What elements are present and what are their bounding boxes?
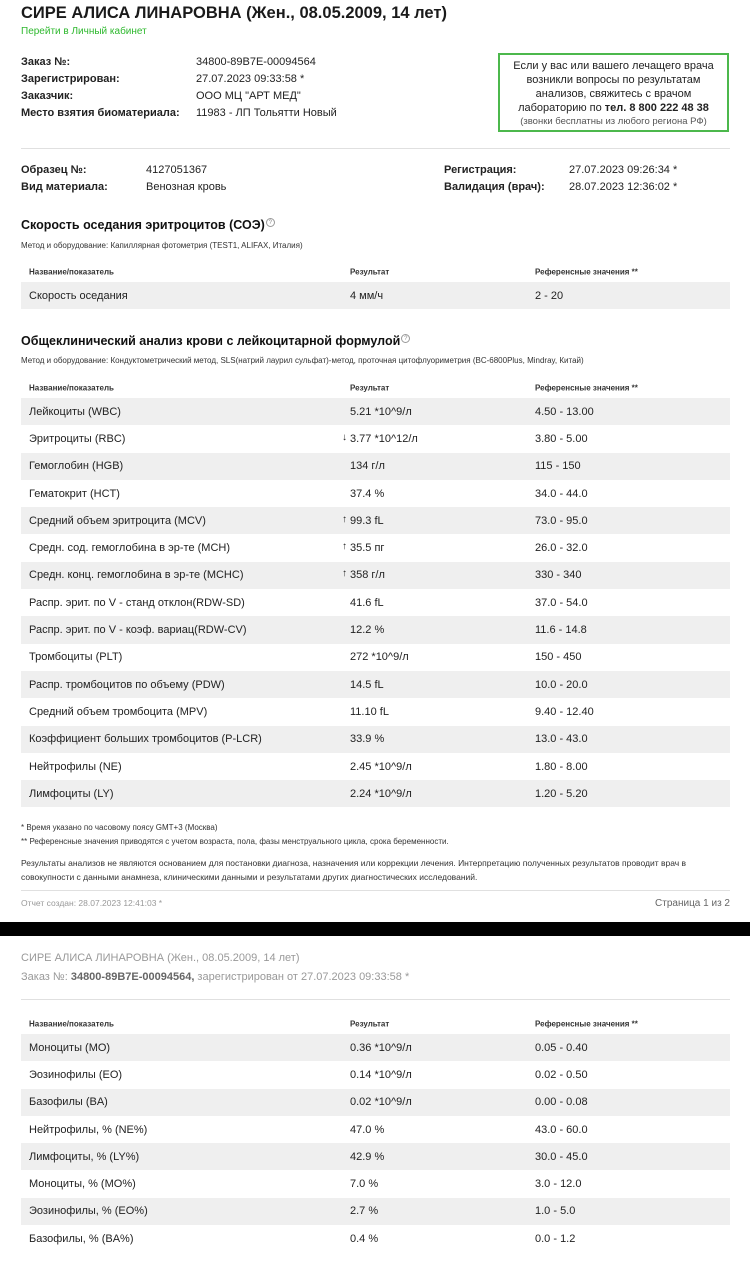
table-row [21, 780, 730, 807]
table-row [21, 698, 730, 725]
table-row [21, 480, 730, 507]
esr-table [21, 262, 730, 309]
test-reference: 3.80 - 5.00 [535, 432, 588, 445]
table-row [21, 1198, 730, 1225]
header-name: Название/показатель [29, 267, 114, 277]
test-name: Распр. эрит. по V - коэф. вариац(RDW-CV) [29, 624, 247, 637]
header-reference: Референсные значения ** [535, 1019, 638, 1029]
test-result-cell [350, 1124, 384, 1136]
table-row [21, 1089, 730, 1116]
table-row [21, 398, 730, 425]
test-result: 0.36 *10^9/л [350, 1041, 412, 1054]
validation-value: 28.07.2023 12:36:02 * [569, 181, 678, 193]
test-result: 0.02 *10^9/л [350, 1096, 412, 1109]
report-page-2 [0, 936, 750, 1280]
test-result-cell [350, 1042, 412, 1054]
test-result-cell [350, 1096, 412, 1108]
test-result-cell [350, 290, 383, 302]
registered-label: Зарегистрирован: [21, 73, 120, 85]
esr-section-title: Скорость оседания эритроцитов (СОЭ) ? [21, 218, 275, 232]
test-name: Тромбоциты (PLT) [29, 651, 123, 664]
registration-label: Регистрация: [444, 164, 517, 176]
test-result: 33.9 % [350, 733, 385, 746]
header-reference: Референсные значения ** [535, 383, 638, 393]
info-line: Если у вас или вашего лечащего врача [513, 60, 714, 72]
test-result-cell [350, 679, 384, 691]
validation-label: Валидация (врач): [444, 181, 545, 193]
place-value: 11983 - ЛП Тольятти Новый [196, 107, 337, 119]
test-reference: 0.00 - 0.08 [535, 1096, 588, 1109]
test-name: Средний объем тромбоцита (MPV) [29, 705, 208, 718]
test-name: Эозинофилы (EO) [29, 1068, 123, 1081]
info-line: лабораторию по [518, 102, 605, 114]
page-number: Страница 1 из 2 [655, 898, 730, 909]
test-result-cell [350, 651, 409, 663]
test-reference: 0.05 - 0.40 [535, 1041, 588, 1054]
contact-info-box [498, 53, 729, 132]
test-name: Базофилы, % (BA%) [29, 1232, 134, 1245]
test-result: 47.0 % [350, 1123, 385, 1136]
test-name: Моноциты (MO) [29, 1041, 111, 1054]
test-reference: 43.0 - 60.0 [535, 1123, 588, 1136]
order-number: 34800-89B7E-00094564 [196, 56, 316, 68]
test-name: Средн. конц. гемоглобина в эр-те (MCHC) [29, 569, 244, 582]
cabinet-link[interactable]: Перейти в Личный кабинет [21, 26, 147, 37]
table-row [21, 1225, 730, 1252]
test-result-cell [350, 733, 384, 745]
report-created: Отчет создан: 28.07.2023 12:41:03 * [21, 898, 163, 908]
divider [21, 890, 730, 891]
test-reference: 9.40 - 12.40 [535, 705, 594, 718]
table-header [21, 1014, 730, 1034]
test-name: Средний объем эритроцита (MCV) [29, 514, 206, 527]
test-result: 134 г/л [350, 460, 385, 473]
place-label: Место взятия биоматериала: [21, 107, 180, 119]
test-result-cell [350, 406, 412, 418]
material-value: Венозная кровь [146, 181, 227, 193]
test-result: 12.2 % [350, 624, 385, 637]
test-reference: 11.6 - 14.8 [535, 624, 587, 637]
leukocyte-formula-table [21, 1014, 730, 1252]
test-name: Нейтрофилы, % (NE%) [29, 1123, 148, 1136]
test-result-cell [350, 788, 412, 800]
test-result-cell [342, 513, 384, 527]
sample-number-label: Образец №: [21, 164, 87, 176]
test-name: Скорость оседания [29, 289, 128, 302]
patient-title: СИРЕ АЛИСА ЛИНАРОВНА (Жен., 08.05.2009, 14 лет) [21, 4, 447, 22]
test-name: Эозинофилы, % (EO%) [29, 1205, 148, 1218]
test-reference: 73.0 - 95.0 [535, 514, 588, 527]
arrow-up-icon: ↑ [342, 541, 347, 553]
header-result: Результат [350, 1019, 390, 1029]
test-reference: 13.0 - 43.0 [535, 733, 588, 746]
phone-number[interactable]: тел. 8 800 222 48 38 [604, 102, 709, 114]
test-result-cell [350, 1233, 378, 1245]
table-header [21, 378, 730, 398]
table-row [21, 1116, 730, 1143]
test-result: 2.7 % [350, 1205, 379, 1218]
table-row [21, 671, 730, 698]
test-reference: 30.0 - 45.0 [535, 1150, 588, 1163]
table-row [21, 753, 730, 780]
sample-number: 4127051367 [146, 164, 208, 176]
test-reference: 115 - 150 [535, 460, 581, 473]
page2-patient-name: СИРЕ АЛИСА ЛИНАРОВНА (Жен., 08.05.2009, 14 лет) [21, 952, 300, 964]
table-row [21, 1170, 730, 1197]
test-result-cell [342, 431, 418, 445]
test-name: Распр. тромбоцитов по объему (PDW) [29, 678, 225, 691]
header-name: Название/показатель [29, 1019, 114, 1029]
cbc-table [21, 378, 730, 807]
test-reference: 150 - 450 [535, 651, 582, 664]
test-reference: 330 - 340 [535, 569, 582, 582]
test-result: 42.9 % [350, 1150, 385, 1163]
header-result: Результат [350, 267, 390, 277]
test-reference: 2 - 20 [535, 289, 564, 302]
test-result: 11.10 fL [350, 705, 389, 718]
help-icon[interactable]: ? [266, 218, 275, 227]
table-header [21, 262, 730, 282]
table-row [21, 282, 730, 309]
test-result: 7.0 % [350, 1178, 379, 1191]
test-result: 0.4 % [350, 1232, 379, 1245]
table-row [21, 1034, 730, 1061]
test-reference: 1.20 - 5.20 [535, 787, 588, 800]
test-result-cell [350, 761, 412, 773]
header-name: Название/показатель [29, 383, 114, 393]
cbc-section-title: Общеклинический анализ крови с лейкоцитарной формулой ? [21, 334, 410, 348]
test-reference: 1.0 - 5.0 [535, 1205, 576, 1218]
test-result-cell [350, 1205, 378, 1217]
test-reference: 37.0 - 54.0 [535, 596, 588, 609]
test-name: Гематокрит (HCT) [29, 487, 120, 500]
test-name: Коэффициент больших тромбоцитов (P-LCR) [29, 733, 262, 746]
test-reference: 26.0 - 32.0 [535, 542, 588, 555]
info-line: возникли вопросы по результатам [526, 74, 701, 86]
test-name: Средн. сод. гемоглобина в эр-те (MCH) [29, 542, 231, 555]
header-reference: Референсные значения ** [535, 267, 638, 277]
arrow-up-icon: ↑ [342, 513, 347, 525]
test-result: 0.14 *10^9/л [350, 1068, 412, 1081]
help-icon[interactable]: ? [401, 334, 410, 343]
test-result: 2.24 *10^9/л [350, 787, 412, 800]
test-reference: 4.50 - 13.00 [535, 405, 594, 418]
test-result: 14.5 fL [350, 678, 384, 691]
table-row [21, 453, 730, 480]
table-row [21, 1061, 730, 1088]
test-result-cell [350, 706, 389, 718]
test-name: Нейтрофилы (NE) [29, 760, 122, 773]
test-result: 3.77 *10^12/л [350, 432, 418, 445]
test-result: 2.45 *10^9/л [350, 760, 412, 773]
test-name: Гемоглобин (HGB) [29, 460, 124, 473]
test-name: Лимфоциты (LY) [29, 787, 114, 800]
test-name: Распр. эрит. по V - станд отклон(RDW-SD) [29, 596, 245, 609]
arrow-up-icon: ↑ [342, 568, 347, 580]
test-result: 41.6 fL [350, 596, 384, 609]
test-result: 99.3 fL [350, 514, 384, 527]
test-result-cell [342, 541, 385, 555]
test-reference: 0.02 - 0.50 [535, 1068, 588, 1081]
test-result: 37.4 % [350, 487, 385, 500]
customer-label: Заказчик: [21, 90, 74, 102]
test-name: Лимфоциты, % (LY%) [29, 1150, 140, 1163]
free-call-note: (звонки бесплатны из любого региона РФ) [520, 116, 707, 127]
footnote-reference: ** Референсные значения приводятся с учетом возраста, пола, фазы менструального цикла, срока беременности. [21, 837, 449, 846]
table-row [21, 726, 730, 753]
header-result: Результат [350, 383, 390, 393]
test-result-cell [350, 1178, 378, 1190]
test-result: 358 г/л [350, 569, 385, 582]
test-reference: 3.0 - 12.0 [535, 1178, 582, 1191]
arrow-down-icon: ↓ [342, 431, 347, 443]
test-result-cell [350, 624, 384, 636]
material-label: Вид материала: [21, 181, 108, 193]
table-row [21, 644, 730, 671]
table-row [21, 507, 730, 534]
customer-value: ООО МЦ "АРТ МЕД" [196, 90, 301, 102]
registration-value: 27.07.2023 09:26:34 * [569, 164, 678, 176]
test-result: 5.21 *10^9/л [350, 405, 412, 418]
table-row [21, 425, 730, 452]
test-result-cell [350, 488, 384, 500]
table-row [21, 534, 730, 561]
divider [21, 148, 730, 149]
divider [21, 999, 730, 1000]
test-result-cell [342, 568, 385, 582]
test-reference: 34.0 - 44.0 [535, 487, 588, 500]
test-result: 35.5 пг [350, 542, 385, 555]
table-row [21, 616, 730, 643]
table-row [21, 589, 730, 616]
test-reference: 0.0 - 1.2 [535, 1232, 576, 1245]
info-line: анализов, свяжитесь с врачом [535, 88, 692, 100]
test-result-cell [350, 597, 384, 609]
test-name: Эритроциты (RBC) [29, 432, 126, 445]
test-result-cell [350, 460, 385, 472]
footnote-time: * Время указано по часовому поясу GMT+3 (Москва) [21, 823, 218, 832]
test-name: Базофилы (BA) [29, 1096, 108, 1109]
test-result-cell [350, 1069, 412, 1081]
test-name: Лейкоциты (WBC) [29, 405, 121, 418]
page2-order-line: Заказ №: 34800-89B7E-00094564, зарегистрирован от 27.07.2023 09:33:58 * [21, 971, 410, 983]
registered-value: 27.07.2023 09:33:58 * [196, 73, 305, 85]
test-result-cell [350, 1151, 384, 1163]
cbc-method: Метод и оборудование: Кондуктометрический метод, SLS(натрий лаурил сульфат)-метод, проточная цитофлуориметрия (BC-6800Plus, Mindray, Китай) [21, 356, 584, 365]
esr-method: Метод и оборудование: Капиллярная фотометрия (TEST1, ALIFAX, Италия) [21, 241, 303, 250]
order-number-label: Заказ №: [21, 56, 71, 68]
test-result: 4 мм/ч [350, 289, 384, 302]
table-row [21, 1143, 730, 1170]
table-row [21, 562, 730, 589]
test-result: 272 *10^9/л [350, 651, 409, 664]
disclaimer: Результаты анализов не являются основанием для постановки диагноза, назначения или коррекции лечения. Интерпретацию полученных результатов проводит врач в совокупности с данными анамнеза, клиническими данными и результатами других диагностических исследований. [21, 858, 687, 882]
test-reference: 1.80 - 8.00 [535, 760, 588, 773]
test-name: Моноциты, % (MO%) [29, 1178, 136, 1191]
test-reference: 10.0 - 20.0 [535, 678, 588, 691]
